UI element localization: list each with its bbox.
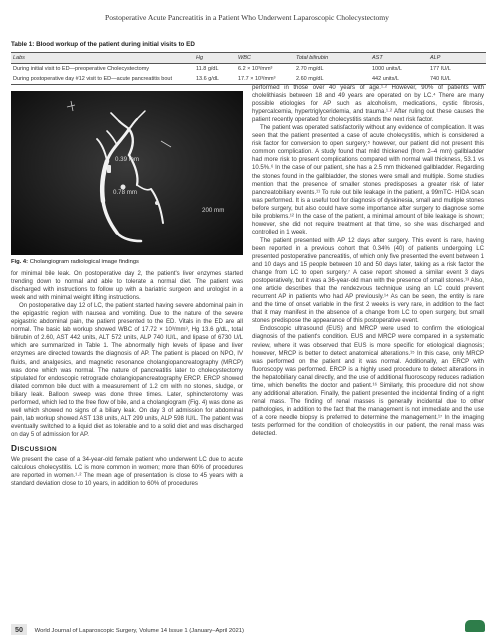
- measurement-label: 0.39 mm: [115, 156, 140, 163]
- paragraph: The patient was operated satisfactorily without any evidence of complication. It was seen that the patient presented a case of acute cholecystitis, which is considered a risk factor for conversion to open surgery;⁵ however, our patient did not present this common complication. A study found that mild thickened (from 2–4 mm) gallbladder had more risk to present complications compared with normal wall thickness, 53.1 vs 10.5%.⁶ In the case of our patient, she has a 2.5 mm thickened gallbladder. Regarding the stones found in the gallbladder, the stones were small and multiple. Some studies mention that the presence of smaller stones predisposes a greater risk of later pancreatobiliary events.¹¹ To rule out bile leakage in the patient, a 99mTC- HIDA scan was performed. It is a useful tool for diagnosis of dyskinesia, small and multiple stones before surgery, but also could have some importance after surgery to diagnose some bile problems.¹² In the case of the patient, a minimal amount of bile leakage is shown; however, she did not require treatment at that time, so she was discharged and controlled in 1 week.: [252, 125, 484, 236]
- table-cell: 6.2 × 10³/mm³: [238, 66, 273, 72]
- table-header-row: [11, 53, 486, 64]
- page-number: 50: [11, 624, 27, 635]
- table-cell: During postoperative day #12 visit to ED—acute pancreatitis bout: [11, 74, 194, 85]
- table-cell: 177 IU/L: [430, 66, 451, 72]
- footer: [11, 624, 244, 635]
- table-cell: 740 IU/L: [428, 74, 486, 85]
- figure-caption-label: Fig. 4:: [11, 259, 29, 265]
- paragraph: Endoscopic ultrasound (EUS) and MRCP were used to confirm the etiological diagnosis of the patient's condition. EUS and MRCP were compared in a systematic review, where it was observed that EUS is more specific for etiological diagnosis; however, MRCP is better to detect anatomical alterations.¹⁵ In this case, only MRCP was performed on the patient and it was normal. Additionally, an ERCP with fluoroscopy was performed. ERCP is a highly used procedure to detect alterations in the hepatobiliary canal directly, and the use of additional fluoroscopy reduces radiation time, which benefits the doctor and patient.¹⁶ Similarly, this procedure did not show any additional alteration. Finally, the patient presented the incidental finding of a right renal mass. The finding of renal masses is generally incidental due to other pathologies, in addition to the fact that the management is not immediate and the use of a core needle biopsy is preferred to determine the management.¹⁷ In the imaging tests performed for the condition of cholecystitis in our patient, the renal mass was detected.: [252, 326, 484, 438]
- table-row: [11, 64, 486, 75]
- table-cell: 13.6 g/dL: [194, 74, 236, 85]
- header-cell-hg: Hg: [194, 53, 236, 64]
- paragraph: performed in those over 40 years of age.¹·² However, 90% of patients with cholelithiasis between 18 and 49 years are operated on by LC.⁴ There are many possible etiologies for AP such as alcoholism, medications, cystic fibrosis, hypercalcemia, hypertriglyceridemia, and trauma.¹·² After ruling out these causes the patient recently operated for cholecystitis stands the next risk factor.: [252, 85, 484, 124]
- figure-caption: [11, 259, 139, 265]
- cholangiogram-drawing: [11, 91, 243, 255]
- cholangiogram-image: [11, 91, 243, 255]
- journal-citation: World Journal of Laparoscopic Surgery, Volume 14 Issue 1 (January–April 2021): [34, 628, 244, 634]
- paragraph: for minimal bile leak. On postoperative day 2, the patient's liver enzymes started trending down to normal and able to tolerate a normal diet. The patient was discharged with instructions to follow up with a bariatric surgeon and urologist in a week and with minimal weight lifting instructions.: [11, 271, 243, 302]
- table-cell: 1000 units/L: [372, 66, 402, 72]
- header-cell-labs: Labs: [11, 53, 194, 64]
- table-cell: 17.7 × 10³/mm³: [236, 74, 294, 85]
- header-cell-wbc: WBC: [236, 53, 294, 64]
- table-cell: 442 units/L: [370, 74, 428, 85]
- measurement-label: 0.78 mm: [113, 189, 138, 196]
- measurement-label: 200 mm: [202, 207, 225, 214]
- heading-initial: D: [11, 442, 18, 453]
- table-row: [11, 74, 486, 85]
- header-cell-total-bilirubin: Total bilirubin: [294, 53, 370, 64]
- paragraph: On postoperative day 12 of LC, the patient started having severe abdominal pain in the epigastric region with nausea and vomiting. Due to the nature of the severe epigastric abdominal pain, the patient presented to the ED. Vitals in the ED are all normal. The basic lab workup showed WBC of 17.72 × 10³/mm³, Hg 13.6 g/dL, total bilirubin of 2.60, AST 442 units, ALT 572 units, ALP 740 IU/L, and lipase of 6730 U/L which are summarized in Table 1. The abnormally high levels of lipase and liver enzymes are directed towards the diagnosis of AP. The patient is placed on NPO, IV fluids, and analgesics, and magnetic resonance cholangiopancreatography (MRCP) was done which was normal. The nature of pancreatitis later to cholecystectomy stipulated for endoscopic retrograde cholangiopancreatography ERCP. ERCP showed dilated common bile duct with a measurement of 1.2 cm with no stones, sludge, or biliary leak. Balloon sweep was done three times. Later, sphincterotomy was performed, which led to the free flow of bile, and a cholangiogram (Fig. 4) was done as well which showed no signs of a biliary leak. On day 3 of admission for abdominal pain, lab workup showed AST 138 units, ALT 299 units, ALP 598 IU/L. The patient was eventually switched to a liquid diet as tolerable and to a solid diet and was discharged on day 5 of admission for AP.: [11, 303, 243, 438]
- right-text-column: [252, 84, 484, 438]
- blood-workup-table: [11, 52, 486, 85]
- table-caption: Table 1: Blood workup of the patient during initial visits to ED: [11, 41, 195, 48]
- table-cell: 11.8 g/dL: [196, 66, 219, 72]
- paragraph: The patient presented with AP 12 days after surgery. This event is rare, having been reported in a previous cohort that 0.34% (40) of patients undergoing LC presented postoperative pancreatitis, of which only five presented the event between 1 and 10 days and 15 people between 10 and 50 days later, taking as a risk factor the change from LC to open surgery.⁷ A case report showed a similar event 3 days postoperatively, but it was a 36-year-old man with the presence of small stones.¹³ Also, one article describes that the rendezvous technique using an LC could prevent recurrent AP in patients who had AP previously.¹⁴ As can be seen, the entity is rare and the time of onset variable in the first 2 weeks is very rare, in addition to the fact that it may manifest in the absence of a change from LC to open surgery, but small stones predispose the appearance of this postoperative event.: [252, 237, 484, 325]
- header-cell-alp: ALP: [428, 53, 486, 64]
- publisher-logo-icon: [465, 620, 485, 632]
- paragraph: We present the case of a 34-year-old female patient who underwent LC due to acute calculous cholecystitis. LC is more common in women; more than 60% of procedures are reported in women.¹·² The mean age of presentation is close to 45 years with a standard deviation close to 10 years, in addition to 60% of procedures: [11, 457, 243, 488]
- left-text-column: [11, 270, 243, 488]
- table-cell: 2.70 mg/dL: [296, 66, 324, 72]
- figure-caption-text: Cholangiogram radiological image findings: [29, 259, 139, 265]
- running-head: Postoperative Acute Pancreatitis in a Patient Who Underwent Laparoscopic Cholecystectomy: [105, 13, 389, 22]
- table-cell: During initial visit to ED—preoperative Cholecystectomy: [13, 66, 150, 72]
- discussion-heading: [11, 444, 243, 454]
- header-cell-ast: AST: [370, 53, 428, 64]
- table-cell: 2.60 mg/dL: [294, 74, 370, 85]
- heading-rest: ISCUSSION: [17, 445, 58, 453]
